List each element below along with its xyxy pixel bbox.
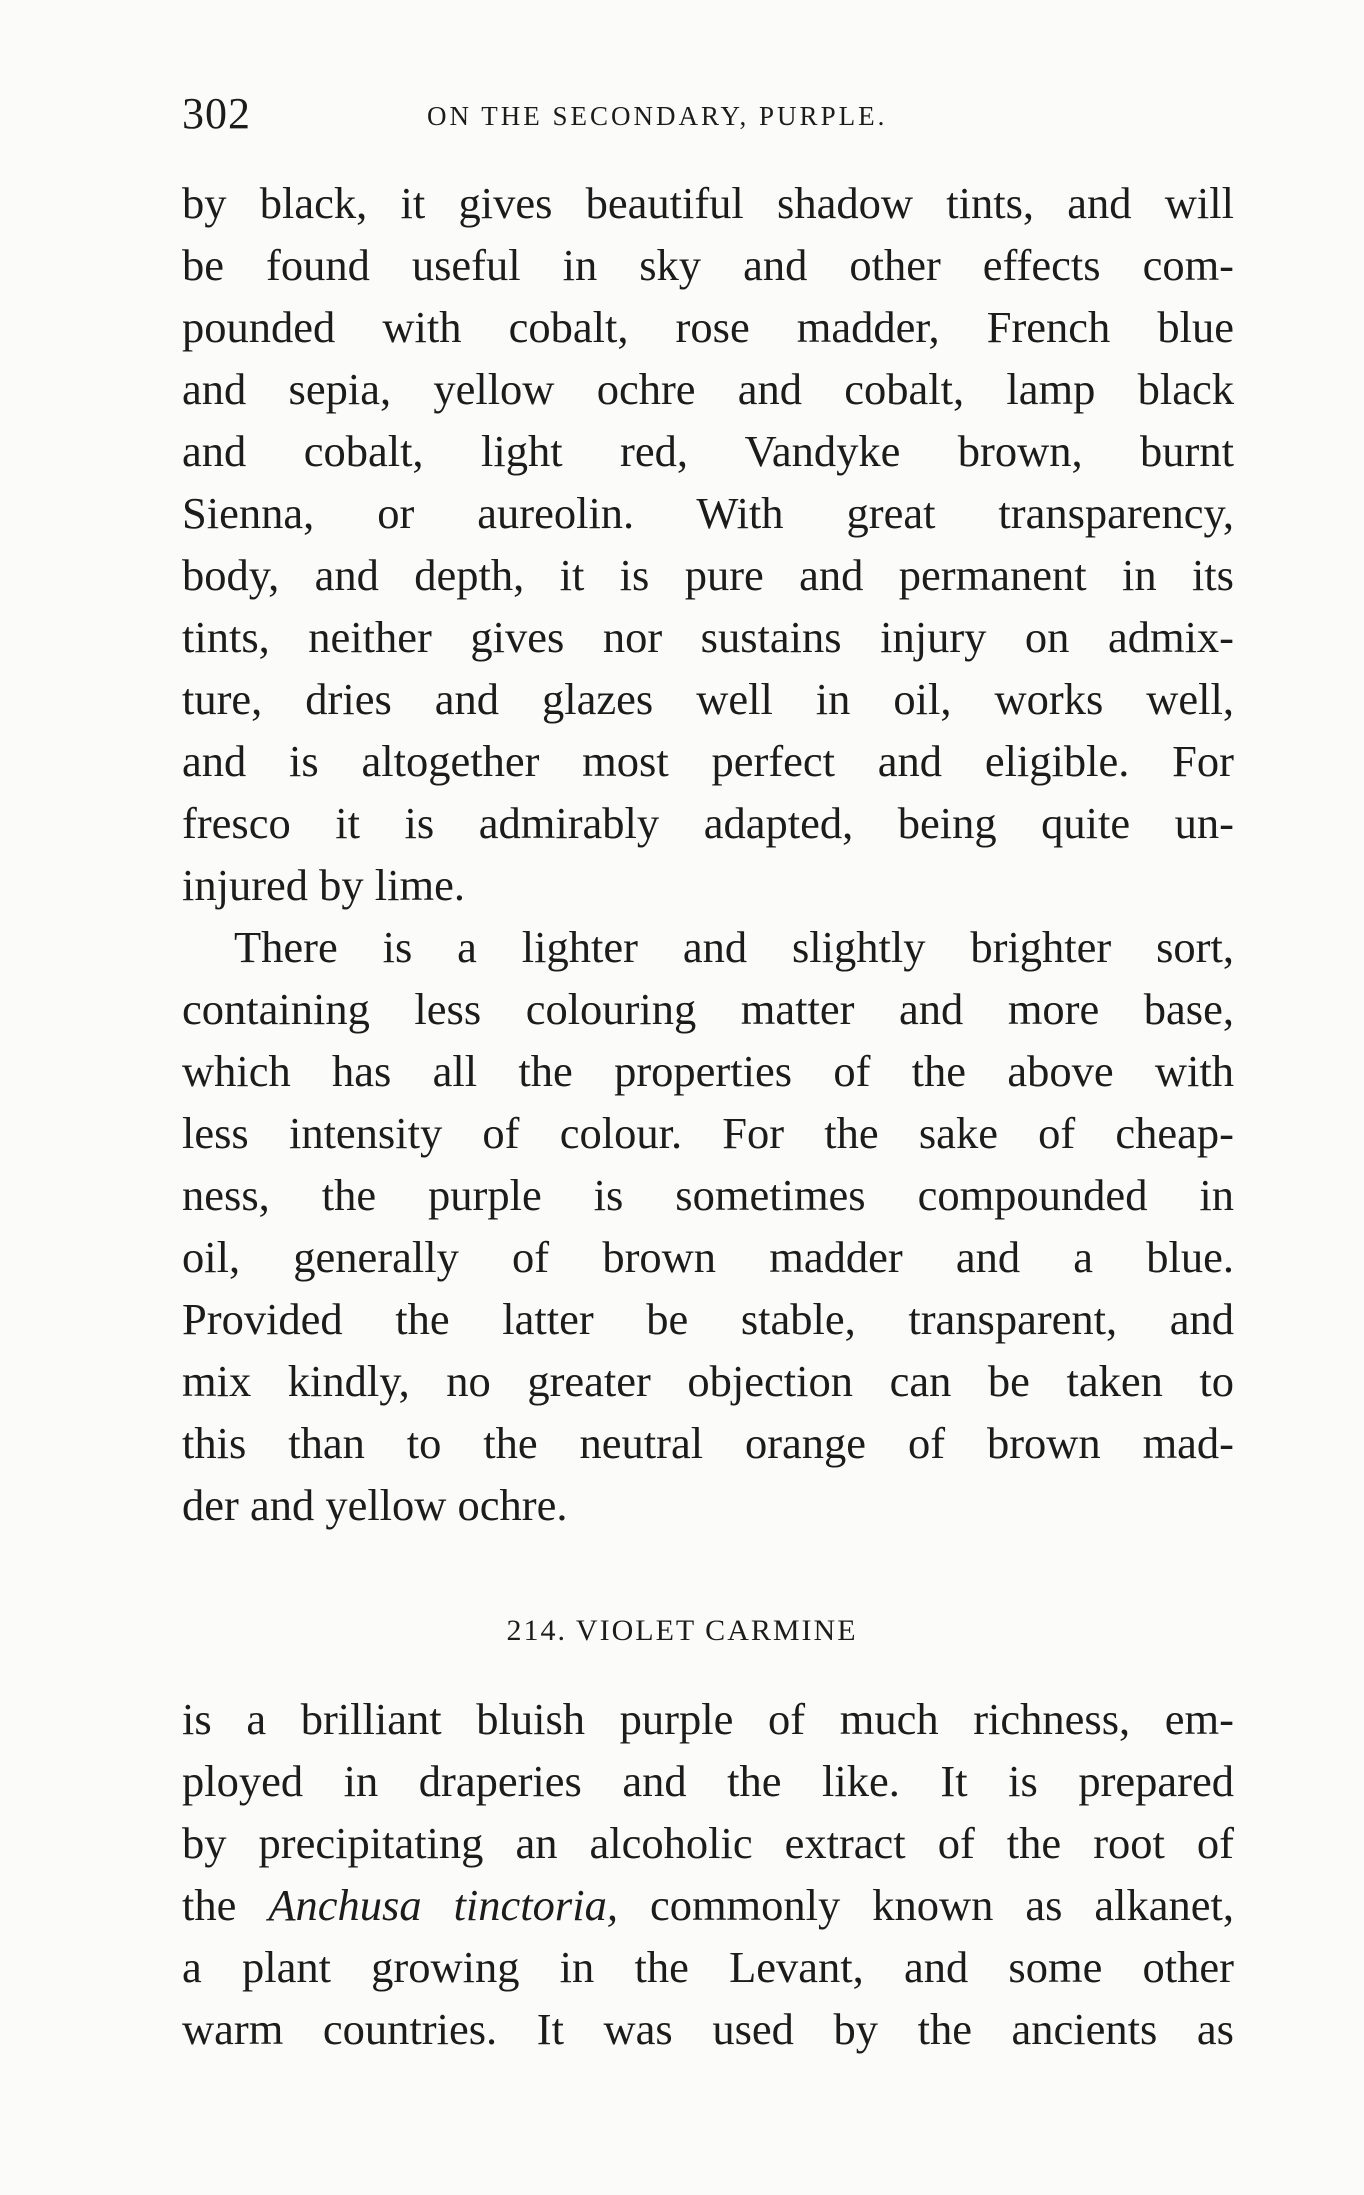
text-line: and cobalt, light red, Vandyke brown, burnt <box>182 426 1234 476</box>
text-line: this than to the neutral orange of brown mad- <box>182 1418 1234 1468</box>
text-line: containing less colouring matter and more base, <box>182 984 1234 1034</box>
running-head: ON THE SECONDARY, PURPLE. <box>427 101 888 131</box>
text-line: is a brilliant bluish purple of much richness, em- <box>182 1694 1234 1744</box>
text-line: a plant growing in the Levant, and some other <box>182 1942 1234 1992</box>
section-body-text <box>182 1688 1234 2060</box>
text-line <box>182 1874 1234 1936</box>
text-line: by black, it gives beautiful shadow tints, and will <box>182 178 1234 228</box>
text-line: Provided the latter be stable, transparent, and <box>182 1294 1234 1344</box>
page-number: 302 <box>182 89 251 138</box>
text-line: Sienna, or aureolin. With great transparency, <box>182 488 1234 538</box>
text-line: injured by lime. <box>182 860 466 910</box>
text-line: which has all the properties of the above with <box>182 1046 1234 1096</box>
text-line: by precipitating an alcoholic extract of the root of <box>182 1818 1234 1868</box>
text-line: der and yellow ochre. <box>182 1480 568 1530</box>
text-line: ness, the purple is sometimes compounded in <box>182 1170 1234 1220</box>
text-line: ployed in draperies and the like. It is prepared <box>182 1756 1234 1806</box>
text-line: and is altogether most perfect and eligible. For <box>182 736 1234 786</box>
text-line: tints, neither gives nor sustains injury on admix- <box>182 612 1234 662</box>
body-text <box>182 172 1234 1536</box>
page-header <box>182 88 1242 148</box>
section-heading: 214. VIOLET CARMINE <box>506 1614 858 1647</box>
text-line: be found useful in sky and other effects com- <box>182 240 1234 290</box>
text-line: warm countries. It was used by the ancients as <box>182 2004 1234 2054</box>
text-line: fresco it is admirably adapted, being quite un- <box>182 798 1234 848</box>
text-line: less intensity of colour. For the sake of cheap- <box>182 1108 1234 1158</box>
text-line: There is a lighter and slightly brighter sort, <box>234 922 1234 972</box>
text-fragment: commonly known as alkanet, <box>617 1880 1234 1930</box>
text-line: and sepia, yellow ochre and cobalt, lamp black <box>182 364 1234 414</box>
text-line: oil, generally of brown madder and a blue. <box>182 1232 1234 1282</box>
species-name: Anchusa tinctoria, <box>268 1880 618 1930</box>
text-fragment: the <box>182 1880 269 1930</box>
text-line: ture, dries and glazes well in oil, works well, <box>182 674 1234 724</box>
text-line: mix kindly, no greater objection can be taken to <box>182 1356 1234 1406</box>
text-line: body, and depth, it is pure and permanent in its <box>182 550 1234 600</box>
text-line: pounded with cobalt, rose madder, French blue <box>182 302 1234 352</box>
